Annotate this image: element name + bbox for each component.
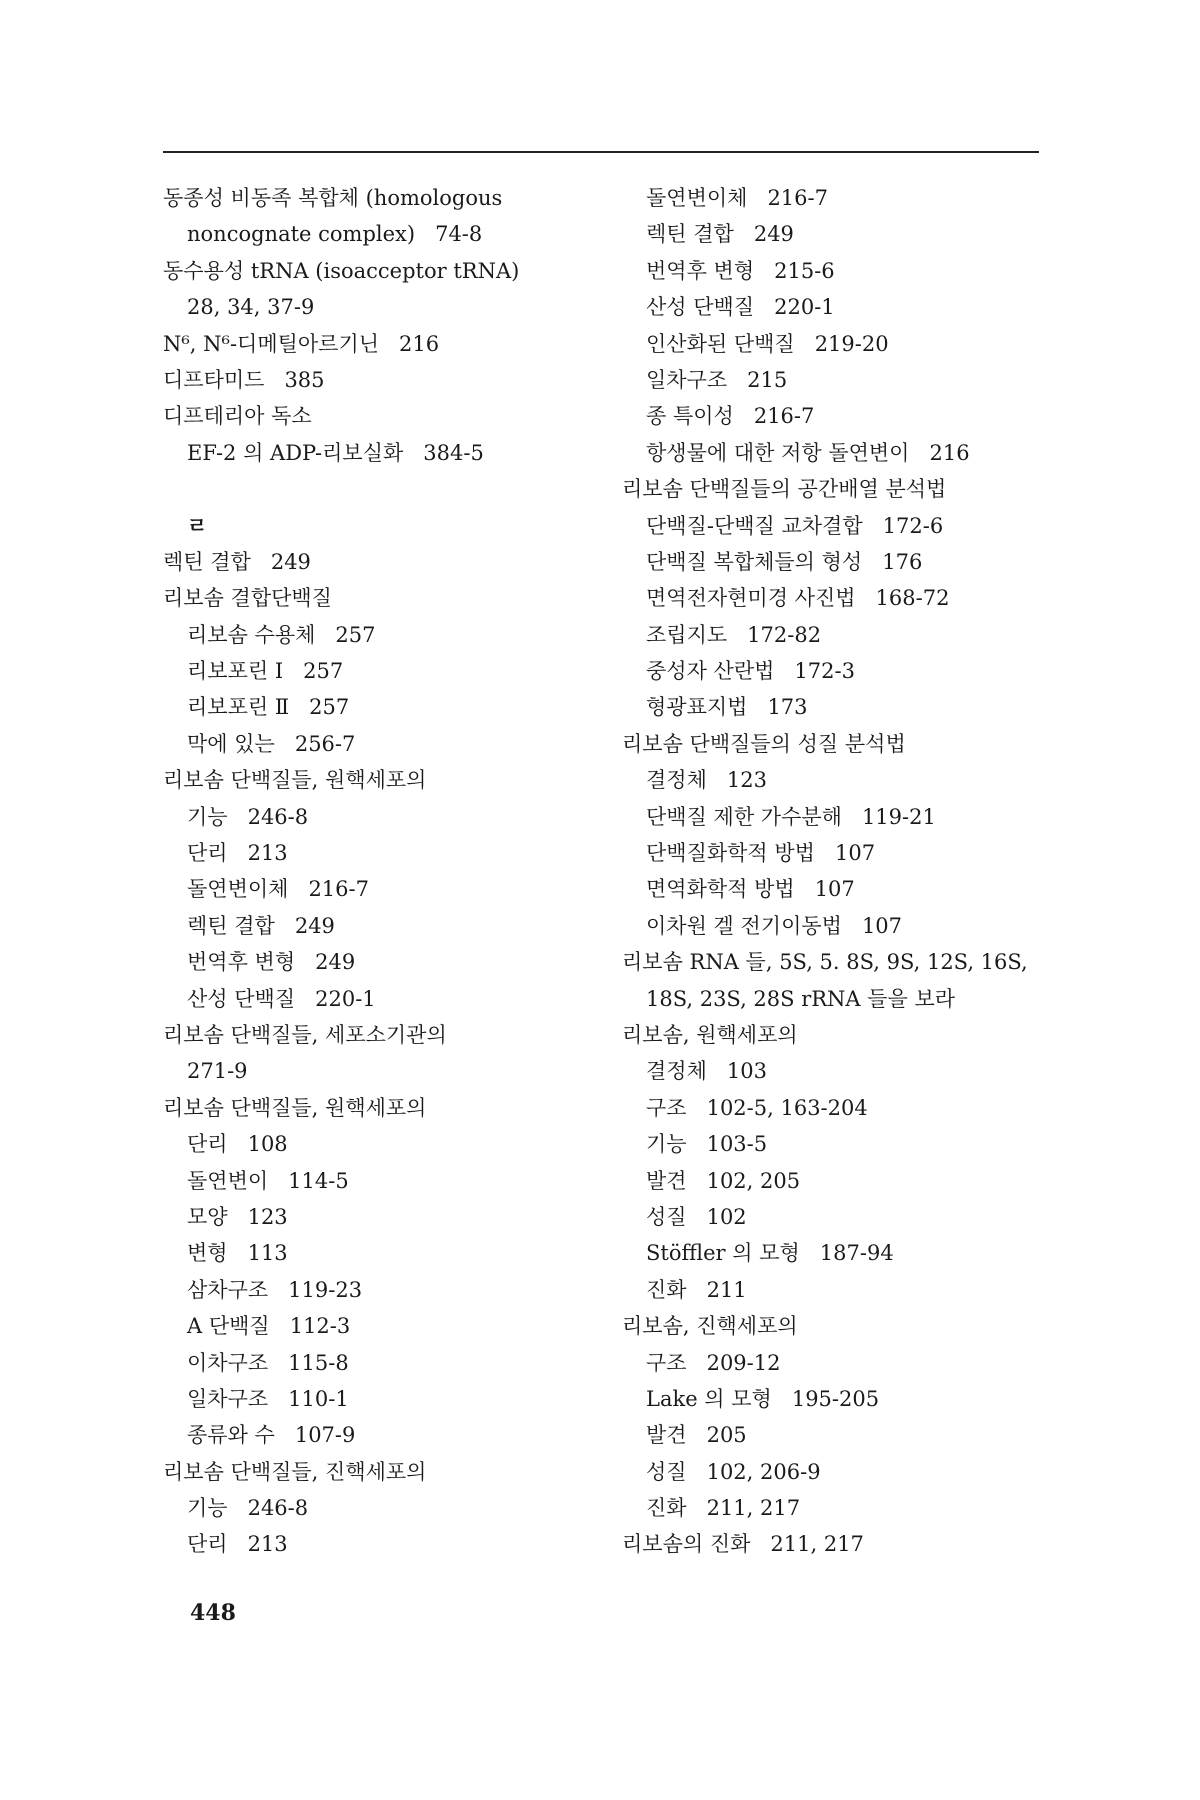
index-term: EF-2 의 ADP-리보실화 <box>187 440 404 465</box>
index-entry <box>163 908 583 944</box>
index-term: 진화 <box>646 1496 687 1521</box>
index-term: 이차구조 <box>187 1350 269 1375</box>
index-column-right <box>622 180 1042 1563</box>
index-entry <box>622 180 1042 216</box>
index-term: 기능 <box>646 1132 687 1157</box>
index-entry <box>163 835 583 871</box>
index-term: 구조 <box>646 1350 687 1375</box>
index-page-ref: 115-8 <box>288 1350 349 1375</box>
index-entry <box>163 981 583 1017</box>
index-term: 진화 <box>646 1277 687 1302</box>
index-page-ref: 216-7 <box>767 186 828 210</box>
index-term: 리보솜의 진화 <box>622 1532 751 1557</box>
index-page-ref: 172-6 <box>882 513 944 538</box>
index-page-ref: 249 <box>270 549 311 574</box>
index-term: 렉틴 결합 <box>646 222 734 247</box>
index-entry <box>622 435 1042 471</box>
index-entry <box>622 762 1042 798</box>
index-term: ㄹ <box>187 512 208 538</box>
index-entry <box>163 1163 583 1199</box>
index-term: 디프타미드 <box>163 367 265 392</box>
index-entry <box>163 726 583 762</box>
index-term: 기능 <box>187 1496 228 1521</box>
index-page-ref: 215-6 <box>774 258 835 283</box>
index-page-ref: 246-8 <box>247 1496 309 1521</box>
index-entry <box>163 216 583 252</box>
index-term: 리보솜 RNA 들, 5S, 5. 8S, 9S, 12S, 16S, <box>622 950 1028 975</box>
index-page-ref: 107 <box>814 877 855 902</box>
index-term: 산성 단백질 <box>646 295 755 320</box>
index-entry <box>163 871 583 907</box>
index-term: noncognate complex) <box>187 222 416 247</box>
index-entry <box>622 1526 1042 1562</box>
index-term: 동종성 비동족 복합체 (homologous <box>163 186 503 210</box>
index-entry <box>163 435 583 471</box>
index-term: A 단백질 <box>187 1314 270 1339</box>
index-term: 형광표지법 <box>646 695 748 720</box>
index-entry <box>163 289 583 325</box>
index-term: 리보솜, 원핵세포의 <box>622 1022 798 1047</box>
index-term: 결정체 <box>646 768 707 793</box>
index-term: 항생물에 대한 저항 돌연변이 <box>646 440 910 465</box>
index-term: 단백질-단백질 교차결합 <box>646 513 863 538</box>
index-term: 종 특이성 <box>646 404 734 429</box>
index-entry <box>163 362 583 398</box>
index-term: 기능 <box>187 804 228 829</box>
index-term: 리보솜 단백질들, 원핵세포의 <box>163 768 427 793</box>
index-page-ref: 102, 206-9 <box>706 1459 821 1484</box>
index-entry <box>622 799 1042 835</box>
index-term: 렉틴 결합 <box>163 549 251 574</box>
index-page-ref: 249 <box>315 950 356 975</box>
index-page-ref: 211, 217 <box>706 1496 801 1521</box>
index-term: 인산화된 단백질 <box>646 331 795 356</box>
index-entry <box>622 216 1042 252</box>
index-entry <box>163 653 583 689</box>
index-entry <box>622 1199 1042 1235</box>
index-term: 면역전자현미경 사진법 <box>646 586 856 611</box>
index-page-ref: 112-3 <box>289 1314 351 1339</box>
index-entry <box>622 580 1042 616</box>
index-term: 면역화학적 방법 <box>646 877 795 902</box>
index-page-ref: 110-1 <box>288 1386 349 1411</box>
index-entry <box>163 1417 583 1453</box>
index-page-ref: 103-5 <box>706 1132 768 1157</box>
index-term: N⁶, N⁶-디메틸아르기닌 <box>163 331 380 356</box>
index-entry <box>622 1235 1042 1271</box>
index-entry <box>163 1308 583 1344</box>
index-page-ref: 123 <box>726 768 767 793</box>
index-term: 구조 <box>646 1095 687 1120</box>
index-page-ref: 102 <box>706 1204 747 1229</box>
index-term: 리보포린 Ⅰ <box>187 659 284 684</box>
index-entry <box>622 362 1042 398</box>
index-entry <box>163 544 583 580</box>
index-page-ref: 249 <box>294 913 335 938</box>
index-page-ref: 257 <box>303 659 344 684</box>
index-term: 성질 <box>646 1459 687 1484</box>
index-entry <box>163 762 583 798</box>
index-entry <box>622 726 1042 762</box>
index-entry <box>622 689 1042 725</box>
index-entry <box>622 908 1042 944</box>
index-term: 리보솜 단백질들, 진핵세포의 <box>163 1459 427 1484</box>
index-term: Lake 의 모형 <box>646 1386 772 1411</box>
index-entry <box>163 180 583 216</box>
index-term: 결정체 <box>646 1059 707 1084</box>
index-page-ref: 257 <box>335 622 376 647</box>
index-term: 돌연변이체 <box>646 186 748 210</box>
index-entry <box>622 508 1042 544</box>
index-page-ref: 103 <box>726 1059 767 1084</box>
index-page-ref: 257 <box>309 695 350 720</box>
index-page-ref: 168-72 <box>875 586 950 611</box>
index-page-ref: 216-7 <box>753 404 815 429</box>
index-term: 동수용성 tRNA (isoacceptor tRNA) <box>163 258 520 283</box>
index-entry <box>622 617 1042 653</box>
index-page-ref: 107-9 <box>294 1423 356 1448</box>
index-entry <box>622 1417 1042 1453</box>
index-page-ref: 211 <box>706 1277 747 1302</box>
index-entry <box>622 944 1042 980</box>
index-entry <box>163 1053 583 1089</box>
index-page-ref: 119-23 <box>288 1277 363 1302</box>
index-term: 리보솜 단백질들, 원핵세포의 <box>163 1095 427 1120</box>
index-term: 모양 <box>187 1204 228 1229</box>
index-page-ref: 74-8 <box>435 222 483 247</box>
index-entry <box>622 289 1042 325</box>
index-page-ref: 220-1 <box>774 295 835 320</box>
index-entry <box>622 835 1042 871</box>
index-page-ref: 211, 217 <box>770 1532 864 1557</box>
index-page-ref: 123 <box>247 1204 288 1229</box>
index-entry <box>163 689 583 725</box>
index-entry <box>163 1017 583 1053</box>
index-term: 중성자 산란법 <box>646 659 775 684</box>
index-page-ref: 213 <box>247 841 288 866</box>
index-entry <box>622 398 1042 434</box>
index-entry <box>622 1454 1042 1490</box>
index-entry <box>163 1454 583 1490</box>
index-term: 번역후 변형 <box>187 950 296 975</box>
index-page-ref: 384-5 <box>423 440 484 465</box>
index-page-ref: 205 <box>706 1423 747 1448</box>
index-page-ref: 213 <box>247 1532 288 1557</box>
index-entry <box>622 1053 1042 1089</box>
page-number: 448 <box>190 1600 236 1626</box>
index-term: 조립지도 <box>646 622 728 647</box>
index-term: 단백질 복합체들의 형성 <box>646 549 863 574</box>
index-term: 돌연변이체 <box>187 877 289 902</box>
index-term: 산성 단백질 <box>187 986 296 1011</box>
index-term: 리보솜 수용체 <box>187 622 316 647</box>
index-term: 막에 있는 <box>187 731 275 756</box>
index-entry <box>163 580 583 616</box>
index-entry <box>622 544 1042 580</box>
index-term: 성질 <box>646 1204 687 1229</box>
index-entry <box>622 471 1042 507</box>
index-term: 단리 <box>187 1532 228 1557</box>
index-entry <box>163 617 583 653</box>
index-entry <box>622 981 1042 1017</box>
index-entry <box>622 1090 1042 1126</box>
index-page-ref: 173 <box>767 695 808 720</box>
index-entry <box>163 1126 583 1162</box>
index-entry <box>163 1199 583 1235</box>
index-section-heading <box>163 508 583 544</box>
index-term: 변형 <box>187 1241 228 1266</box>
index-entry <box>163 398 583 434</box>
index-page-ref: 172-82 <box>747 622 822 647</box>
index-page-ref: 216-7 <box>308 877 369 902</box>
index-term: 렉틴 결합 <box>187 913 275 938</box>
index-term: 리보포린 Ⅱ <box>187 695 290 720</box>
index-term: 리보솜 단백질들의 공간배열 분석법 <box>622 477 947 502</box>
index-entry <box>622 1308 1042 1344</box>
index-term: 단리 <box>187 841 228 866</box>
index-entry <box>163 1345 583 1381</box>
index-page-ref: 114-5 <box>288 1168 349 1193</box>
index-term: 리보솜, 진핵세포의 <box>622 1314 798 1339</box>
index-page-ref: 209-12 <box>706 1350 781 1375</box>
index-entry <box>622 1163 1042 1199</box>
index-page-ref: 107 <box>861 913 903 938</box>
index-term: 리보솜 결합단백질 <box>163 586 332 611</box>
index-entry <box>163 253 583 289</box>
index-entry <box>163 471 583 507</box>
index-entry <box>622 871 1042 907</box>
index-page-ref: 219-20 <box>814 331 889 356</box>
index-entry <box>622 326 1042 362</box>
index-term: 삼차구조 <box>187 1277 269 1302</box>
index-page-ref: 215 <box>747 367 788 392</box>
index-column-left <box>163 180 583 1563</box>
index-term: 발견 <box>646 1423 687 1448</box>
index-entry <box>622 653 1042 689</box>
index-entry <box>163 1272 583 1308</box>
index-page-ref: 249 <box>753 222 794 247</box>
index-term: 단백질화학적 방법 <box>646 841 815 866</box>
index-term: 단리 <box>187 1132 228 1157</box>
index-page-ref: 385 <box>284 367 325 392</box>
index-page-ref: 216 <box>929 440 970 465</box>
index-page-ref: 102, 205 <box>706 1168 801 1193</box>
index-term: 돌연변이 <box>187 1168 269 1193</box>
index-entry <box>622 1490 1042 1526</box>
index-entry <box>622 1345 1042 1381</box>
index-page-ref: 176 <box>882 549 923 574</box>
index-entry <box>163 1526 583 1562</box>
index-entry <box>163 326 583 362</box>
index-entry <box>163 799 583 835</box>
index-entry <box>163 1235 583 1271</box>
index-page-ref: 113 <box>247 1241 288 1266</box>
index-term: 이차원 겔 전기이동법 <box>646 913 842 938</box>
index-page-ref: 119-21 <box>861 804 936 829</box>
index-page-ref: 216 <box>399 331 440 356</box>
index-page-ref: 246-8 <box>247 804 309 829</box>
index-term: Stöffler 의 모형 <box>646 1241 800 1266</box>
index-page-ref: 256-7 <box>294 731 356 756</box>
header-rule <box>163 151 1039 153</box>
index-entry <box>622 253 1042 289</box>
index-entry <box>163 1090 583 1126</box>
index-entry <box>163 1381 583 1417</box>
index-page-ref: 187-94 <box>819 1241 894 1266</box>
index-entry <box>622 1126 1042 1162</box>
index-entry <box>622 1381 1042 1417</box>
index-term: 일차구조 <box>187 1386 269 1411</box>
index-term: 일차구조 <box>646 367 728 392</box>
index-term: 디프테리아 독소 <box>163 404 312 429</box>
index-term: 발견 <box>646 1168 687 1193</box>
index-page-ref: 108 <box>247 1132 288 1157</box>
index-term: 종류와 수 <box>187 1423 275 1448</box>
index-term: 271-9 <box>187 1059 248 1084</box>
index-term: 단백질 제한 가수분해 <box>646 804 842 829</box>
index-page-ref: 102-5, 163-204 <box>706 1095 868 1120</box>
index-term: 28, 34, 37-9 <box>187 295 315 320</box>
index-entry <box>163 944 583 980</box>
index-term: 번역후 변형 <box>646 258 755 283</box>
index-term: 리보솜 단백질들, 세포소기관의 <box>163 1022 447 1047</box>
index-term: 리보솜 단백질들의 성질 분석법 <box>622 731 906 756</box>
index-entry <box>163 1490 583 1526</box>
index-entry <box>622 1272 1042 1308</box>
index-page-ref: 172-3 <box>794 659 855 684</box>
index-page-ref: 195-205 <box>791 1386 880 1411</box>
index-entry <box>622 1017 1042 1053</box>
index-page-ref: 107 <box>834 841 876 866</box>
index-page-ref: 220-1 <box>315 986 376 1011</box>
index-term: 18S, 23S, 28S rRNA 들을 보라 <box>646 986 956 1011</box>
